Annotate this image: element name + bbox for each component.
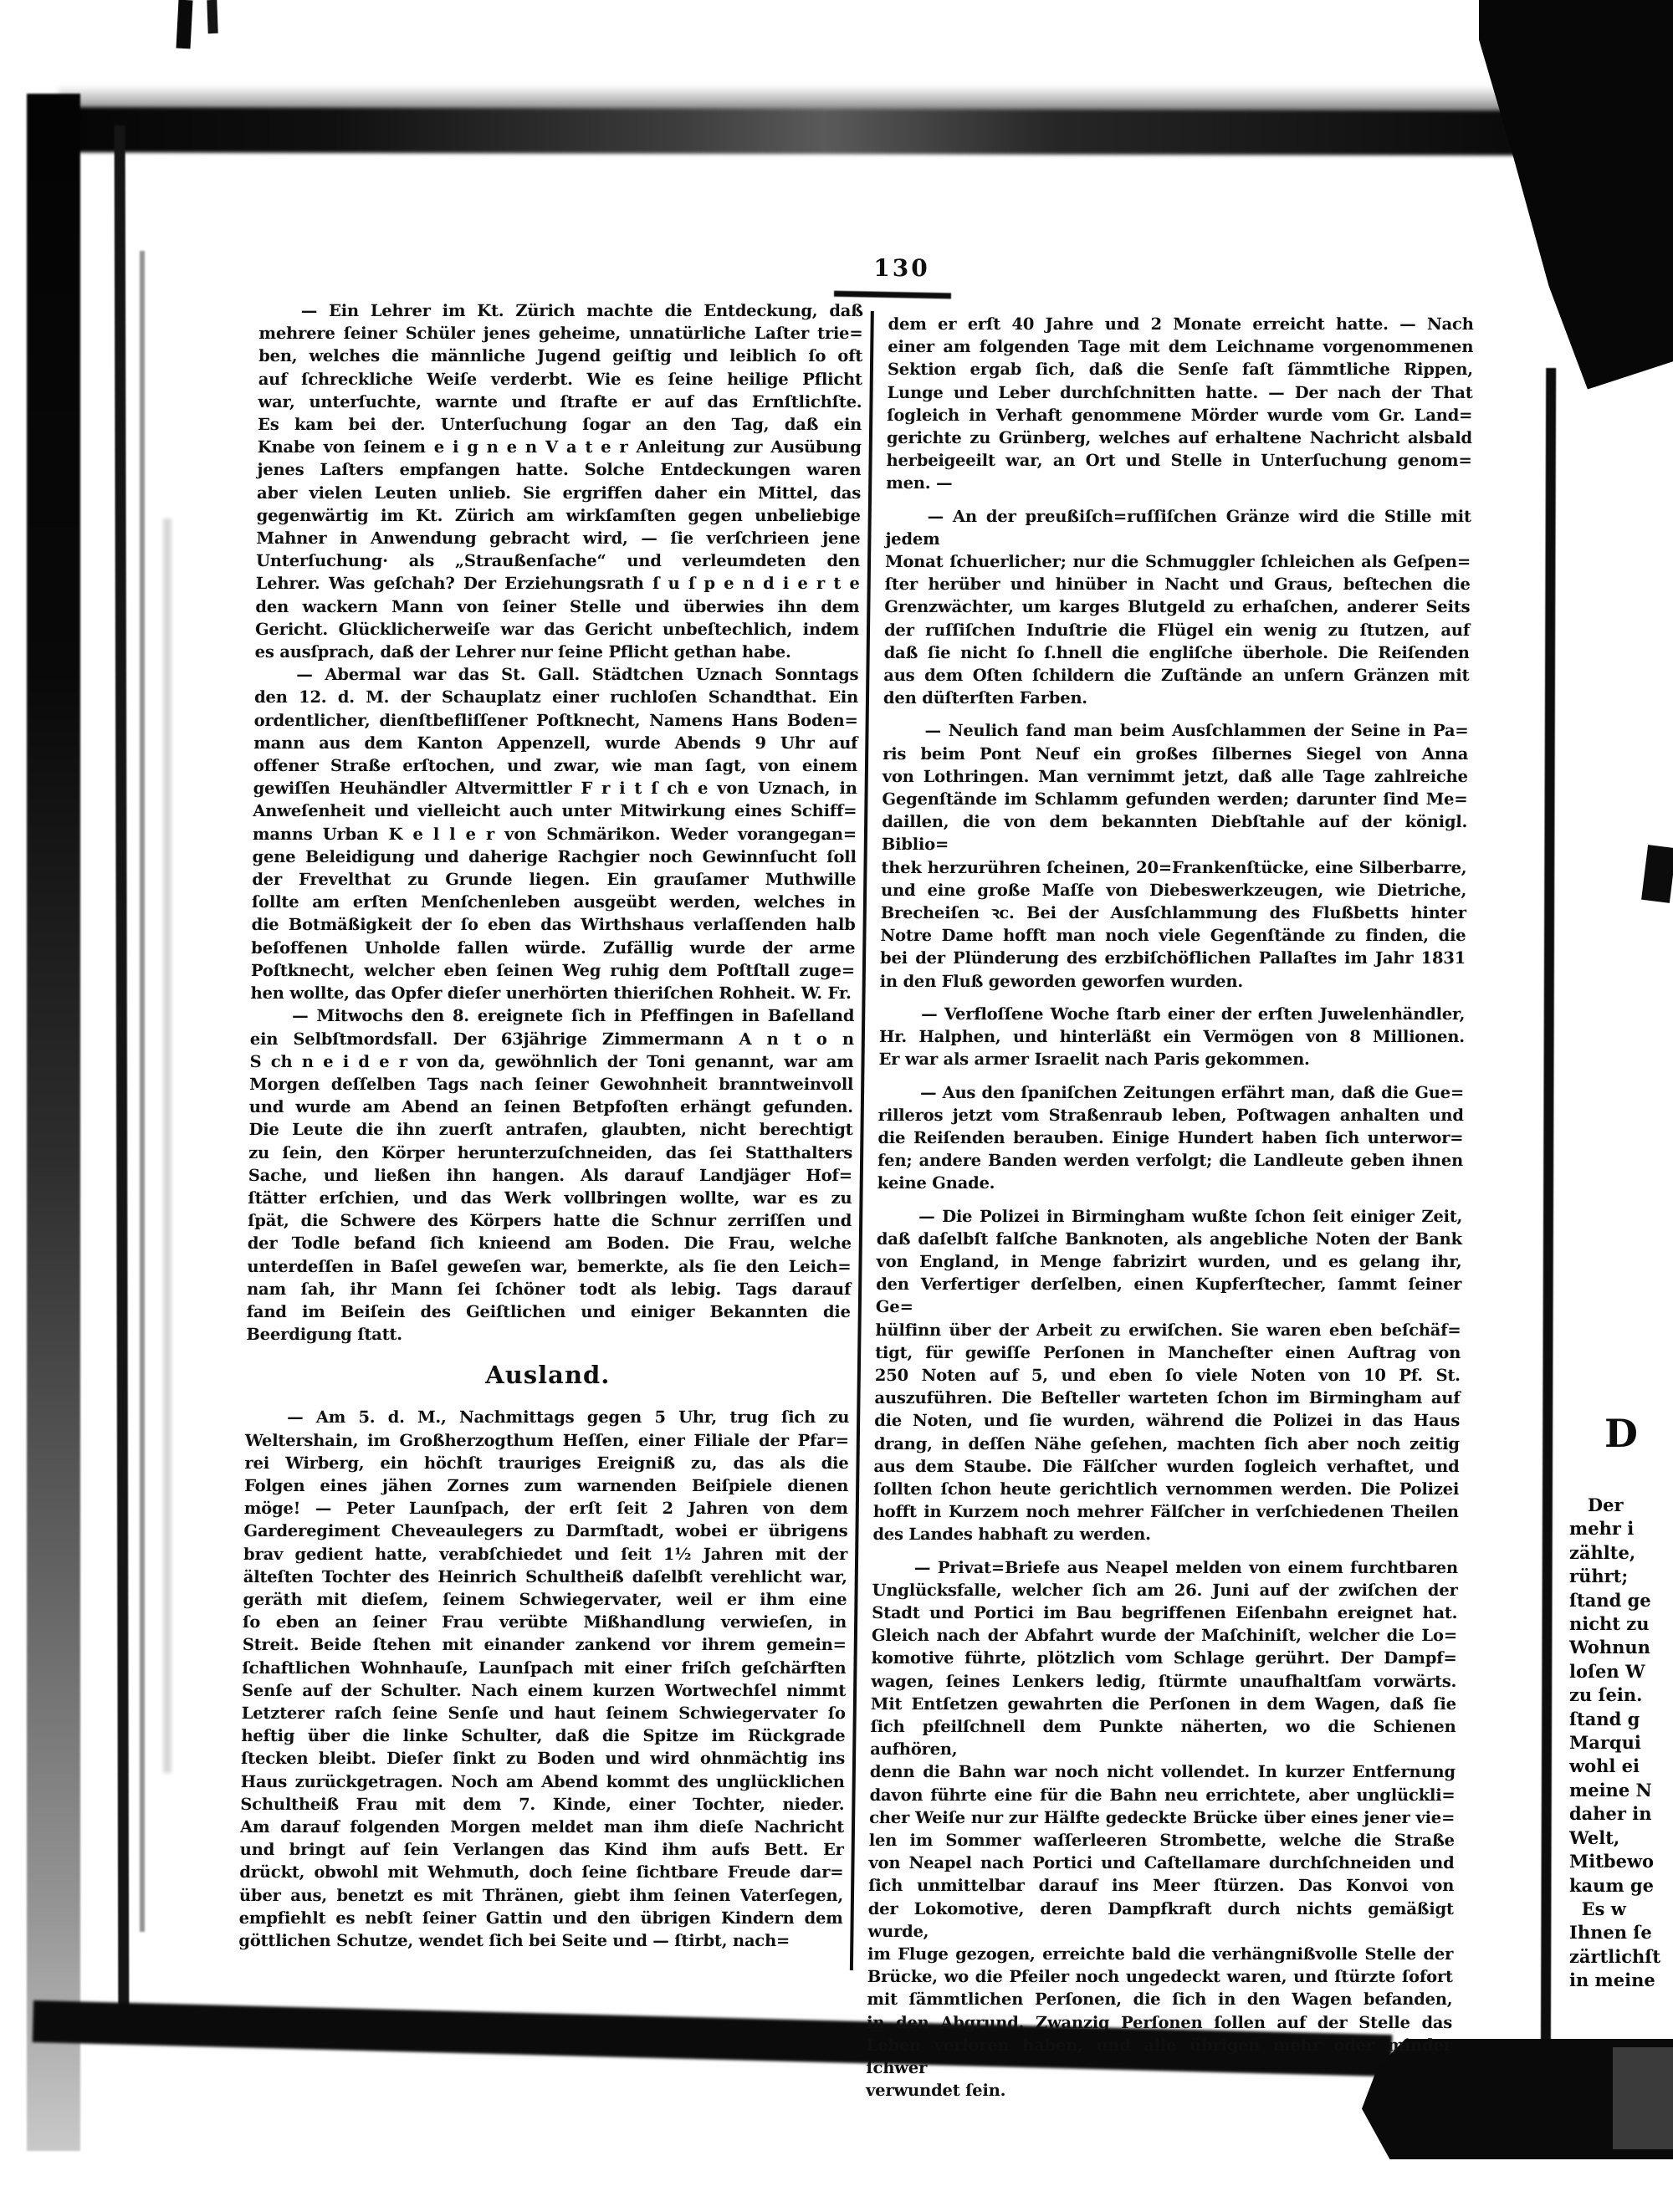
text-line: Mahner in Anwendung gebracht wird, — ſie verſchrieen jene [256,529,861,549]
text-line: Er war als armer Israelit nach Paris gekommen. [878,1050,1310,1070]
text-line: Brecheiſen ꝛc. Bei der Ausſchlammung des Flußbetts hinter [880,903,1466,923]
text-line: Unglücksfalle, welcher ſich am 26. Juni auf der zwiſchen der [872,1580,1458,1600]
paragraph [877,1081,1465,1195]
text-line: daß ſie nicht ſo ſ.hnell die engliſche überhole. Die Reiſenden [883,642,1470,662]
text-line: unterdeſſen in Baſel geweſen war, bemerkte, als ſie den Leich= [247,1256,852,1276]
paragraph [246,1004,854,1346]
text-line: — Am 5. d. M., Nachmittags gegen 5 Uhr, trug ſich zu [287,1407,850,1428]
text-line: Die Leute die ihn zuerſt antrafen, glaubten, nicht berechtigt [248,1120,853,1140]
text-fragment-line: kaum ge [1569,1874,1655,1896]
text-line: — Abermal war das St. Gall. Städtchen Uznach Sonntags [296,665,859,685]
text-line: älteſten Tochter des Heinrich Schultheiß daſelbſt verehlicht war, [243,1566,847,1586]
text-line: fen; andere Banden werden verfolgt; die Landleute geben ihnen [877,1151,1464,1171]
scan-bottom-right-gray-panel [1613,2047,1673,2149]
next-page-heading-fragment: D [1604,1411,1638,1456]
text-line: nam ſah, ihr Mann ſei ſchöner todt als lebig. Tags darauf [246,1279,852,1299]
text-line: Monat ſchuerlicher; nur die Schmuggler ſchleichen als Geſpen= [884,552,1471,572]
next-page-sliver [1568,1410,1673,2004]
text-line: mehrere ſeiner Schüler jenes geheime, unnatürliche Laſter trie= [258,324,863,344]
text-line: Letzterer raſch ſeine Senſe und haut ſeinem Schwiegervater ſo [241,1703,846,1723]
text-fragment-line: ſtand g [1569,1708,1640,1729]
text-line: Morgen deſſelben Tags nach ſeiner Gewohnheit branntweinvoll [249,1074,854,1094]
text-line: drang, in deſſen Nähe geſehen, machten ſich aber noch zeitig [873,1433,1460,1453]
text-line: ſich pfeilſchnell dem Punkte näherten, wo die Schienen aufhören, [870,1716,1456,1760]
text-line: Streit. Beide ſtehen mit einander zankend vor ihrem gemein= [242,1635,847,1655]
text-line: ſpät, die Schwere des Körpers hatte die Schnur zerriſſen und [248,1211,852,1231]
page-number: 130 [873,254,930,282]
text-line: Garderegiment Cheveaulegers zu Darmſtadt, wobei er übrigens [243,1521,848,1541]
text-line: möge! — Peter Launſpach, der erſt ſeit 2 Jahren von dem [243,1499,848,1519]
text-line: Brücke, wo die Pfeiler noch ungedeckt waren, und ſtürzte ſofort [867,1967,1453,1987]
text-line: — Die Polizei in Birmingham wußte ſchon ſeit einiger Zeit, [918,1206,1463,1226]
text-line: gerichte zu Grünberg, welches auf erhaltene Nachricht alsbald [886,428,1473,448]
text-fragment-line: daher in [1569,1803,1652,1825]
text-line: men. — [886,473,953,493]
text-line: ris beim Pont Neuf ein großes ſilbernes Siegel von Anna [883,743,1469,764]
text-line: ſtätter erſchien, und das Werk vollbringen wollte, war es zu [248,1188,852,1208]
text-line: manns Urban K e l l e r von Schmärikon. Weder vorangegan= [252,824,857,844]
text-fragment-line: nicht zu [1569,1613,1650,1635]
text-line: ſogleich in Verhaft genommene Mörder wurde vom Gr. Land= [887,405,1473,425]
text-line: die Botmäßigkeit der ſo eben das Wirthshaus verlaſſenden halb [251,915,856,935]
text-line: denn die Bahn war noch nicht vollendet. In kurzer Entfernung [869,1762,1456,1782]
text-line: es ausſprach, daß der Lehrer nur ſeine Pflicht gethan habe. [254,642,791,662]
text-line: göttlichen Schutze, wendet ſich bei Seite und — ſtirbt, nach= [238,1931,790,1951]
text-line: cher Weiſe nur zur Hälfte gedeckte Brücke über eines jener vie= [869,1807,1456,1827]
text-line: den Verfertiger derſelben, einen Kupferſtecher, ſammt ſeiner Ge= [875,1275,1462,1317]
paragraph [880,719,1469,992]
page-text-area [0,299,1673,2101]
text-line: Leben verloren haben, und alle übrigen mehr oder minder ſchwer [866,2035,1452,2078]
text-line: Gleich nach der Abfahrt wurde der Maſchiniſt, welcher die Lo= [871,1626,1458,1646]
text-line: davon führte eine für die Bahn neu errichtete, aber unglückli= [869,1785,1456,1805]
text-line: Unterſuchung· als „Straußenſache“ und verleumdeten den [255,551,861,571]
text-line: über aus, benetzt es mit Thränen, giebt ihm ſeinen Vaterſegen, [238,1885,844,1905]
text-line: Schultheiß Frau mit dem 7. Kinde, einer Tochter, nieder. [240,1794,845,1814]
text-line: und wurde am Abend an ſeinen Betpfoſten erhängt gefunden. [248,1097,854,1117]
text-line: Am darauf folgenden Morgen meldet man ihm dieſe Nachricht [239,1817,845,1837]
text-line: — Aus den ſpaniſchen Zeitungen erfährt man, daß die Gue= [919,1082,1465,1102]
scan-top-border-band [71,107,1520,156]
text-line: Senſe auf der Schulter. Nach einem kurzen Wortwechſel nimmt [241,1680,847,1700]
text-line: der Lokomotive, deren Dampfkraft durch nichts gemäßigt wurde, [867,1898,1454,1941]
text-line: Stadt und Portici im Bau begriffenen Eiſenbahn ereignet hat. [872,1602,1458,1622]
text-fragment-line: wohl ei [1569,1755,1640,1777]
text-line: der Todle befand ſich knieend am Boden. Die Frau, welche [247,1234,852,1254]
text-line: von Neapel nach Portici und Caſtellamare durchſchneiden und [868,1853,1455,1873]
text-line: Sache, und ließen ihn hangen. Als darauf Landjäger Hof= [248,1165,852,1185]
text-line: war, unterſuchte, warnte und ſtrafte er auf das Ernſtlichſte. [258,391,862,411]
text-line: drückt, obwohl mit Wehmuth, doch ſeine ſichtbare Freude dar= [239,1862,844,1882]
text-line: thek herzurühren ſcheinen, 20=Frankenſtücke, eine Silberbarre, [881,857,1467,877]
text-fragment-line: zählte, [1569,1541,1636,1563]
text-line: in den Fluß geworden geworfen wurden. [879,971,1244,991]
text-line: 250 Noten auf 5, und eben ſo viele Noten von 10 Pf. St. [874,1365,1461,1385]
text-line: gewiſſen Heuhändler Altvermittler F r i t ſ ch e von Uznach, in [253,779,857,799]
text-line: ordentlicher, dienſtbefliſſener Poſtknecht, Namens Hans Boden= [253,710,858,730]
text-fragment-line: Marqui [1569,1732,1641,1754]
text-line: — Privat=Briefe aus Neapel melden von einem furchtbaren [913,1557,1459,1577]
text-line: Weltershain, im Großherzogthum Heſſen, einer Filiale der Pfar= [244,1430,850,1450]
text-line: ein Selbſtmordsfall. Der 63jährige Zimmermann A n t o n [249,1029,855,1049]
text-line: den düſterſten Farben. [883,688,1088,708]
text-line: Hr. Halphen, und hinterläßt ein Vermögen von 8 Millionen. [878,1027,1466,1047]
paragraph [878,1003,1465,1071]
text-line: daß daſelbſt falſche Banknoten, als angebliche Noten der Bank [876,1229,1463,1249]
text-line: von England, in Menge fabrizirt wurden, und es gelang ihr, [876,1251,1462,1271]
text-line: empfiehlt es nebſt ſeiner Gattin und den übrigen Kindern dem [238,1908,843,1928]
paragraph [250,663,858,1004]
text-line: den wackern Mann von ſeiner Stelle und überwies ihn dem [255,596,860,616]
text-fragment-line: rührt; [1569,1566,1629,1587]
text-line: brav gedient hatte, verabſchiedet und ſeit 1½ Jahren mit der [243,1544,848,1564]
text-line: von Lothringen. Man vernimmt jetzt, daß alle Tage zahlreiche [882,766,1468,786]
text-line: ſollte am erſten Menſchenleben ausgeübt werden, welches in [251,892,857,912]
text-line: ben, welches die männliche Jugend geiſtig und leiblich ſo oft [258,346,863,366]
text-line: Es kam bei der. Unterſuchung ſogar an den Tag, daß ein [257,415,862,435]
text-line: — Verfloſſene Woche ſtarb einer der erſten Juwelenhändler, [921,1004,1466,1024]
text-line: herbeigeeilt war, an Ort und Stelle in Unterſuchung genom= [886,451,1472,471]
text-fragment-line: Mitbewo [1569,1851,1655,1872]
paragraph [866,1556,1458,2102]
paragraph [255,299,863,663]
text-line: — An der preußiſch=ruſſiſchen Gränze wird die Stille mit jedem [885,506,1471,549]
text-line: ſich unmittelbar darauf ins Meer ſtürzen. Das Konvoi von [868,1876,1455,1896]
text-line: — Ein Lehrer im Kt. Zürich machte die Entdeckung, daß [300,301,863,320]
text-line: auf ſchreckliche Weiſe verderbt. Wie es ſeine heilige Pflicht [258,369,862,389]
text-line: aus dem Staube. Die Fälſcher wurden ſogleich verhaftet, und [873,1456,1460,1476]
page-number-rule [834,291,951,299]
text-line: die Noten, und ſie wurden, während die Polizei in das Haus [874,1411,1461,1431]
text-line: mann aus dem Kanton Appenzell, wurde Abends 9 Uhr auf [253,733,858,753]
text-line: Anweſenheit und vielleicht auch unter Mitwirkung eines Schiff= [253,801,857,821]
text-line: Knabe von ſeinem e i g n e n V a t e r Anleitung zur Ausübung [257,437,862,457]
scan-top-ink-mark [176,0,192,49]
text-line: — Mitwochs den 8. ereignete ſich in Pfeffingen in Baſelland [292,1006,855,1026]
text-line: ſchaftlichen Wohnhauſe, Launſpach mit einer friſch geſchärften [242,1658,847,1678]
text-line: aber vielen Leuten unlieb. Sie ergriffen daher ein Mittel, das [256,483,862,503]
text-line: gegenwärtig im Kt. Zürich am wirkſamſten gegen unbeliebige [256,505,861,525]
text-fragment-line: in meine [1569,1969,1655,1991]
text-line: hofft in Kurzem noch mehrer Fälſcher in verſchiedenen Theilen [872,1502,1459,1522]
text-line: Gericht. Glücklicherweiſe war das Gericht unbeſtechlich, indem [254,619,860,639]
text-line: geräth mit dieſem, ſeinem Schwiegervater, weil er ihm eine [243,1589,847,1609]
text-fragment-line: Es w [1569,1898,1626,1919]
text-line: Beerdigung ſtatt. [246,1325,403,1345]
right-column [866,313,1474,2102]
text-line: rilleros jetzt vom Straßenraub leben, Poſtwagen anhalten und [877,1105,1464,1125]
next-page-text-fragments [1569,1494,1660,1993]
text-line: fand im Beiſein des Geiſtlichen und einiger Bekannten die [246,1301,851,1321]
text-fragment-line: loſen W [1569,1660,1645,1682]
text-line: verwundet ſein. [865,2081,1006,2101]
text-line: ſter herüber und hinüber in Nacht und Graus, beſtechen die [884,575,1471,595]
text-line: ſollten ſchon heute gerichtlich vernommen werden. Die Polizei [872,1479,1460,1499]
text-line: rei Wirberg, ein höchſt trauriges Ereigniß zu, das als die [244,1453,849,1473]
left-column [238,299,863,1952]
text-line: Gegenſtände im Schlamm gefunden werden; darunter ſind Me= [882,789,1468,810]
section-heading-ausland: Ausland. [485,1361,611,1390]
scan-top-ink-mark [207,0,217,33]
text-line: offener Straße erſtochen, und zwar, wie man ſagt, von einem [253,756,858,776]
text-line: Grenzwächter, um karges Blutgeld zu erhaſchen, anderer Seits [884,597,1471,617]
text-line: ſo eben an ſeiner Frau verübte Mißhandlung verwieſen, in [242,1612,847,1632]
text-line: im Fluge gezogen, erreichte bald die verhängnißvolle Stelle der [867,1944,1454,1964]
left-column-top-section [246,299,863,1346]
text-line: hülfinn über der Arbeit zu erwiſchen. Sie waren eben beſchäf= [875,1320,1461,1340]
text-line: den 12. d. M. der Schauplatz einer ruchloſen Schandthat. Ein [253,687,859,708]
text-line: Lunge und Leber durchſchnitten hatte. — Der nach der That [887,382,1473,402]
text-line: Poſtknecht, welcher eben ſeinen Weg ruhig dem Poſtſtall zuge= [250,960,856,980]
paragraph [872,1205,1462,1546]
text-fragment-line: mehr i [1569,1518,1635,1540]
text-line: tigt, für gewiſſe Perſonen in Mancheſter einen Auftrag von [875,1342,1461,1362]
text-line: Notre Dame hofft man noch viele Gegenſtände zu finden, die [880,926,1466,946]
text-fragment-line: zärtlichſt [1569,1945,1661,1967]
text-fragment-line: Welt, [1569,1826,1620,1848]
text-fragment-line: meine N [1569,1779,1652,1801]
text-line: daillen, die von dem bekannten Diebſtahle auf der königl. Biblio= [881,812,1468,855]
text-line: dem er erſt 40 Jahre und 2 Monate erreicht hatte. — Nach [888,314,1474,334]
text-line: des Landes habhaft zu werden. [872,1525,1151,1545]
text-line: zu ſein, den Körper herunterzuſchneiden, das ſei Statthalters [248,1142,853,1162]
text-line: aus dem Oſten ſchildern die Zuſtände an unſern Gränzen mit [883,666,1470,686]
text-line: ſtecken bleibt. Dieſer ſinkt zu Boden und wird ohnmächtig ins [240,1749,846,1769]
text-line: einer am folgenden Tage mit dem Leichname vorgenommenen [888,337,1474,357]
paragraph [883,505,1471,710]
text-line: komotive führte, plötzlich vom Schlage gerührt. Der Dampf= [871,1648,1457,1668]
text-line: wagen, ſeines Lenkers ledig, ſtürmte unaufhaltſam vorwärts. [871,1671,1457,1691]
text-line: heftig über die linke Schulter, daß die Spitze im Rückgrade [241,1726,846,1746]
text-line: Sektion ergab ſich, daß die Senſe faſt ſämmtliche Rippen, [887,360,1474,380]
text-line: mit ſämmtlichen Perſonen, die ſich in den Wagen befanden, [867,1990,1453,2010]
text-fragment-line: zu ſein. [1569,1684,1643,1706]
text-line: Folgen eines jähen Zornes zum warnenden Beiſpiele dienen [244,1475,849,1495]
text-line: und eine große Maſſe von Diebeswerkzeugen, wie Dietriche, [880,880,1467,900]
text-line: keine Gnade. [877,1173,995,1193]
text-line: bei der Plünderung des erzbiſchöflichen Pallaſtes im Jahr 1831 [879,948,1466,968]
left-column-bottom-section [238,1406,849,1952]
text-fragment-line: ſtand ge [1569,1589,1651,1611]
paragraph [886,313,1474,495]
text-line: der Frevelthat zu Grunde liegen. Ein grauſamer Muthwille [252,870,857,890]
text-line: jenes Laſters empfangen hatte. Solche Entdeckungen waren [257,460,862,480]
text-line: auszuführen. Die Beſteller warteten ſchon im Birmingham auf [874,1388,1461,1408]
text-line: Mit Entſetzen gewahrten die Perſonen in dem Wagen, daß ſie [870,1693,1457,1714]
text-fragment-line: Ihnen ſe [1569,1922,1652,1944]
text-line: beſoffenen Unholde fallen würde. Zufällig wurde der arme [251,937,856,958]
text-line: die Reiſenden berauben. Einige Hundert haben ſich unterwor= [877,1127,1464,1147]
text-line: Lehrer. Was geſchah? Der Erziehungsrath ſ u ſ p e n d i e r t e [255,574,860,594]
text-line: hen wollte, das Opfer dieſer unerhörten thieriſchen Rohheit. W. Fr. [250,983,852,1004]
text-line: — Neulich fand man beim Ausſchlammen der Seine in Pa= [924,721,1469,741]
paragraph [238,1406,849,1952]
text-line: und bringt auf ſein Verlangen das Kind ihm aufs Bett. Er [239,1840,844,1860]
text-fragment-line: Wohnun [1569,1637,1650,1658]
text-line: Haus zurückgetragen. Noch am Abend kommt des unglücklichen [240,1771,845,1791]
text-line: len im Sommer waſſerleeren Strombette, welche die Straße [868,1831,1455,1850]
text-line: gene Beleidigung und daherige Rachgier noch Gewinnſucht ſoll [252,846,857,866]
text-fragment-line: Der [1569,1494,1624,1515]
text-line: der ruſſiſchen Induſtrie die Flügel ein wenig zu ſtutzen, auf [883,620,1471,640]
text-line: in den Abgrund. Zwanzig Perſonen ſollen auf der Stelle das [866,2012,1453,2032]
text-line: S ch n e i d e r von da, gewöhnlich der Toni genannt, war am [249,1051,854,1071]
